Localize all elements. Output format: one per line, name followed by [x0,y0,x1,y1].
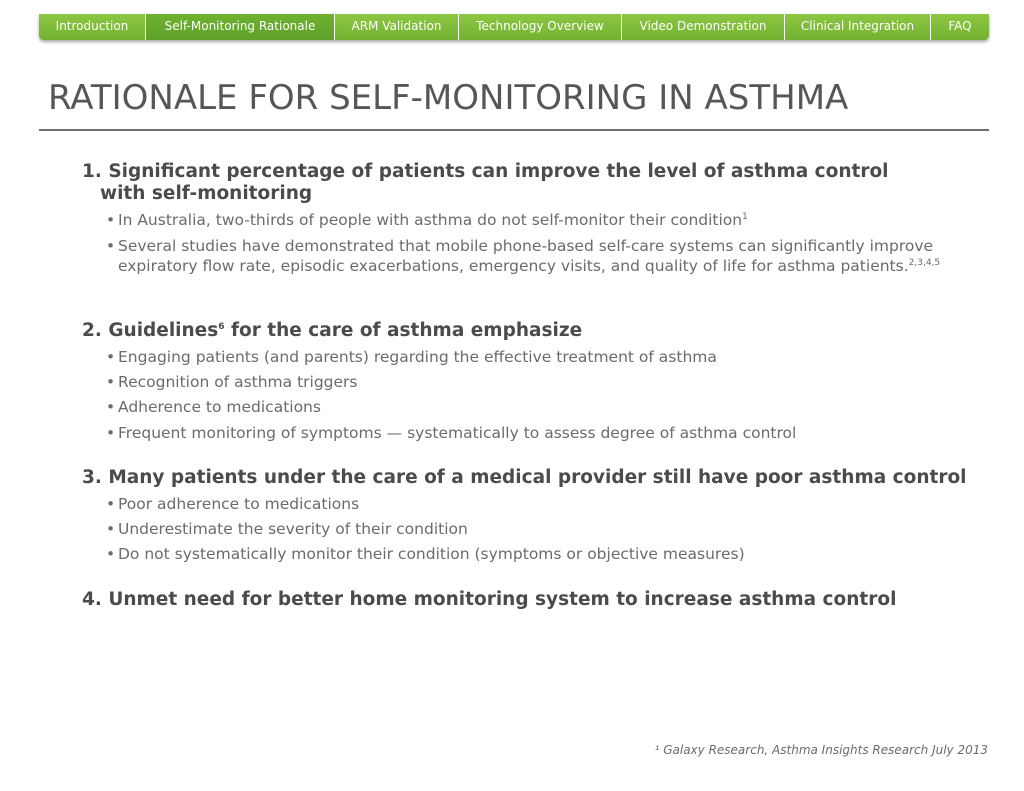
tab-arm-validation[interactable]: ARM Validation [335,14,459,40]
tab-self-monitoring-rationale[interactable]: Self-Monitoring Rationale [146,14,335,40]
list-item [106,423,976,443]
bullet-text: Several studies have demonstrated that mobile phone-based self-care systems can significantly improve expiratory flow rate, episodic exacerbations, emergency visits, and quality of life for asthma patients. [118,237,934,275]
bullet-dot-icon: • [106,348,116,366]
list-item [106,544,976,564]
tab-introduction[interactable]: Introduction [39,14,146,40]
citation-superscript: 2,3,4,5 [908,257,941,268]
top-navigation-tabs [39,14,989,40]
tab-faq[interactable]: FAQ [931,14,989,40]
bullet-dot-icon: • [106,545,116,563]
slide-title: RATIONALE FOR SELF-MONITORING IN ASTHMA [48,78,849,118]
bullet-dot-icon: • [106,495,116,513]
list-item [106,519,976,539]
footnote-mark: ¹ [654,743,660,757]
bullet-text: Do not systematically monitor their condition (symptoms or objective measures) [118,545,745,563]
citation-superscript: 6 [218,321,225,332]
list-item [106,397,976,417]
footnote-text: Galaxy Research, Asthma Insights Research July 2013 [663,743,988,757]
bullet-dot-icon: • [106,373,116,391]
section-2-heading [82,320,982,342]
list-item [106,210,976,230]
bullet-text: Adherence to medications [118,398,321,416]
footnote [655,743,988,757]
bullet-text: Poor adherence to medications [118,495,360,513]
tab-video-demonstration[interactable]: Video Demonstration [622,14,785,40]
section-2-heading-post: for the care of asthma emphasize [224,320,583,341]
list-item [106,494,976,514]
list-item [106,372,976,392]
bullet-dot-icon: • [106,211,116,229]
bullet-text: Engaging patients (and parents) regarding the effective treatment of asthma [118,348,717,366]
section-2-heading-pre: 2. Guidelines [82,320,219,341]
citation-superscript: 1 [742,211,748,222]
bullet-text: Frequent monitoring of symptoms — systematically to assess degree of asthma control [118,424,797,442]
list-item [106,347,976,367]
tab-clinical-integration[interactable]: Clinical Integration [785,14,931,40]
bullet-text: Recognition of asthma triggers [118,373,358,391]
section-3-heading: 3. Many patients under the care of a medical provider still have poor asthma control [82,467,967,488]
bullet-dot-icon: • [106,424,116,442]
bullet-text: In Australia, two-thirds of people with asthma do not self-monitor their condition [118,211,743,229]
bullet-text: Underestimate the severity of their condition [118,520,468,538]
bullet-dot-icon: • [106,237,116,255]
tab-technology-overview[interactable]: Technology Overview [459,14,622,40]
list-item [106,236,976,276]
bullet-dot-icon: • [106,520,116,538]
title-divider [39,129,989,131]
section-1-heading [82,161,982,205]
section-4-heading: 4. Unmet need for better home monitoring system to increase asthma control [82,589,897,610]
bullet-dot-icon: • [106,398,116,416]
section-1-heading-line2: with self-monitoring [100,183,313,204]
section-1-heading-line1: 1. Significant percentage of patients can improve the level of asthma control [82,161,889,182]
